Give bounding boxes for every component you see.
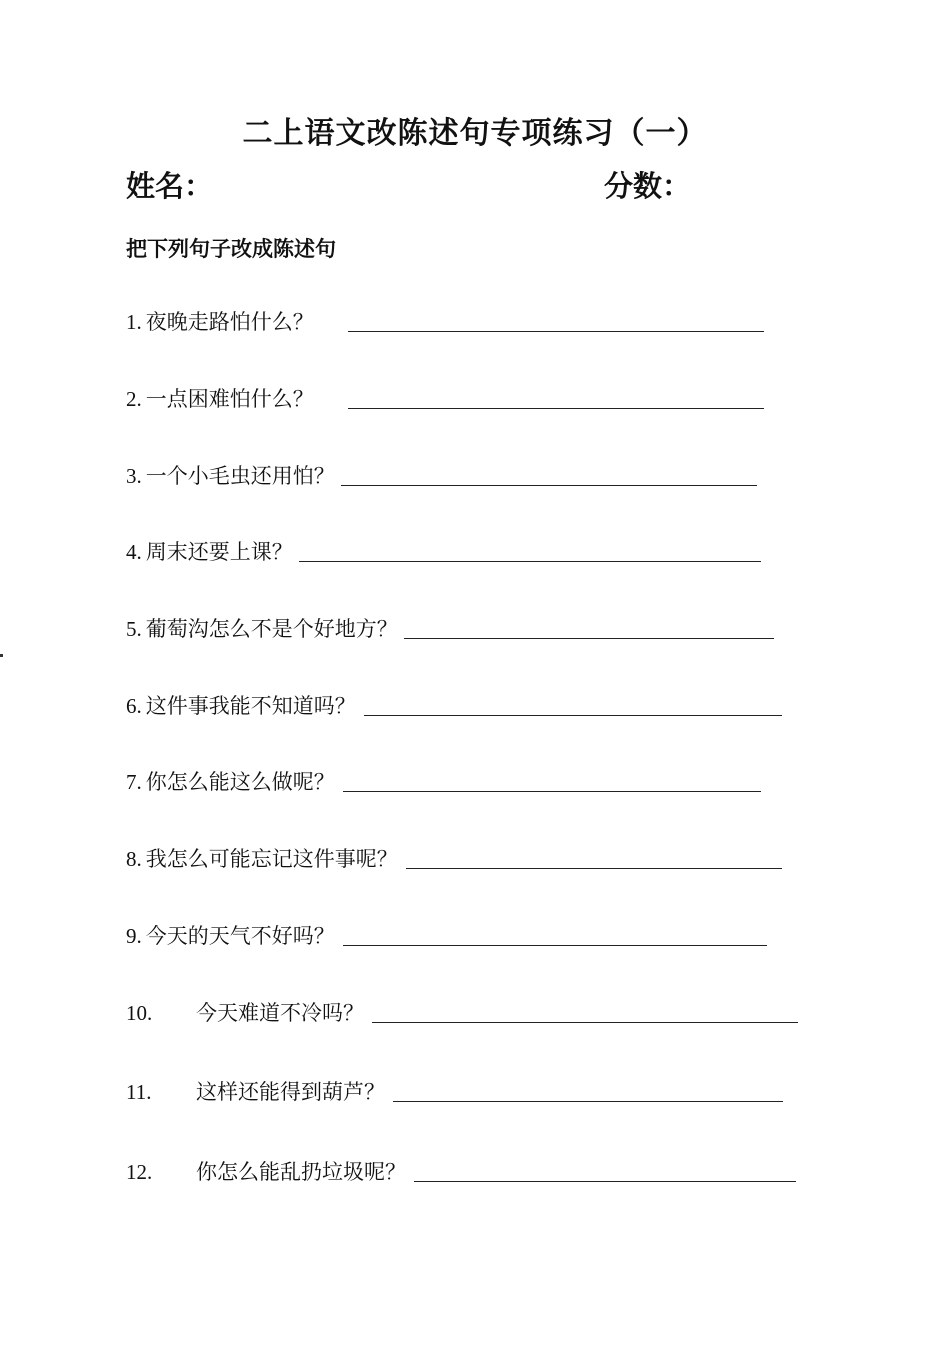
answer-line[interactable] <box>404 638 774 639</box>
question-text: 这件事我能不知道吗？ <box>145 694 356 718</box>
question-item <box>126 692 782 720</box>
answer-line[interactable] <box>372 1022 798 1023</box>
question-number: 9. <box>126 924 142 948</box>
question-text: 一点困难怕什么？ <box>145 387 314 411</box>
question-number: 7. <box>126 770 142 794</box>
question-item <box>126 462 757 490</box>
question-text: 你怎么能乱扔垃圾呢？ <box>196 1160 406 1184</box>
page-title: 二上语文改陈述句专项练习（一） <box>242 116 708 151</box>
question-text: 周末还要上课？ <box>145 540 293 564</box>
question-number: 2. <box>126 387 142 411</box>
answer-line[interactable] <box>393 1101 783 1102</box>
question-text: 一个小毛虫还用怕？ <box>145 464 335 488</box>
question-text: 我怎么可能忘记这件事呢？ <box>145 847 398 871</box>
question-item <box>126 768 761 796</box>
question-text: 这样还能得到葫芦？ <box>196 1080 385 1104</box>
answer-line[interactable] <box>348 408 764 409</box>
question-number: 12. <box>126 1160 153 1184</box>
question-item <box>126 922 767 950</box>
answer-line[interactable] <box>299 561 761 562</box>
question-item <box>126 999 798 1027</box>
answer-line[interactable] <box>343 791 761 792</box>
question-text: 夜晚走路怕什么？ <box>145 310 314 334</box>
answer-line[interactable] <box>364 715 782 716</box>
question-item <box>126 615 774 643</box>
question-text: 葡萄沟怎么不是个好地方？ <box>145 617 398 641</box>
question-text: 今天难道不冷吗？ <box>196 1001 364 1025</box>
answer-line[interactable] <box>341 485 757 486</box>
question-number: 1. <box>126 310 142 334</box>
question-text: 今天的天气不好吗？ <box>145 924 335 948</box>
answer-line[interactable] <box>406 868 782 869</box>
answer-line[interactable] <box>343 945 767 946</box>
answer-line[interactable] <box>414 1181 796 1182</box>
question-number: 10. <box>126 1001 153 1025</box>
question-number: 8. <box>126 847 142 871</box>
question-item <box>126 1078 783 1106</box>
question-item <box>126 308 764 336</box>
question-item <box>126 385 764 413</box>
question-item <box>126 538 761 566</box>
question-number: 5. <box>126 617 142 641</box>
question-number: 3. <box>126 464 142 488</box>
question-item <box>126 1158 796 1186</box>
scan-mark <box>0 654 3 657</box>
question-text: 你怎么能这么做呢？ <box>145 770 335 794</box>
instruction: 把下列句子改成陈述句 <box>126 237 336 261</box>
question-number: 11. <box>126 1080 152 1104</box>
question-number: 6. <box>126 694 142 718</box>
question-number: 4. <box>126 540 142 564</box>
question-item <box>126 845 782 873</box>
score-label: 分数： <box>604 169 692 203</box>
answer-line[interactable] <box>348 331 764 332</box>
name-label: 姓名： <box>126 169 214 203</box>
